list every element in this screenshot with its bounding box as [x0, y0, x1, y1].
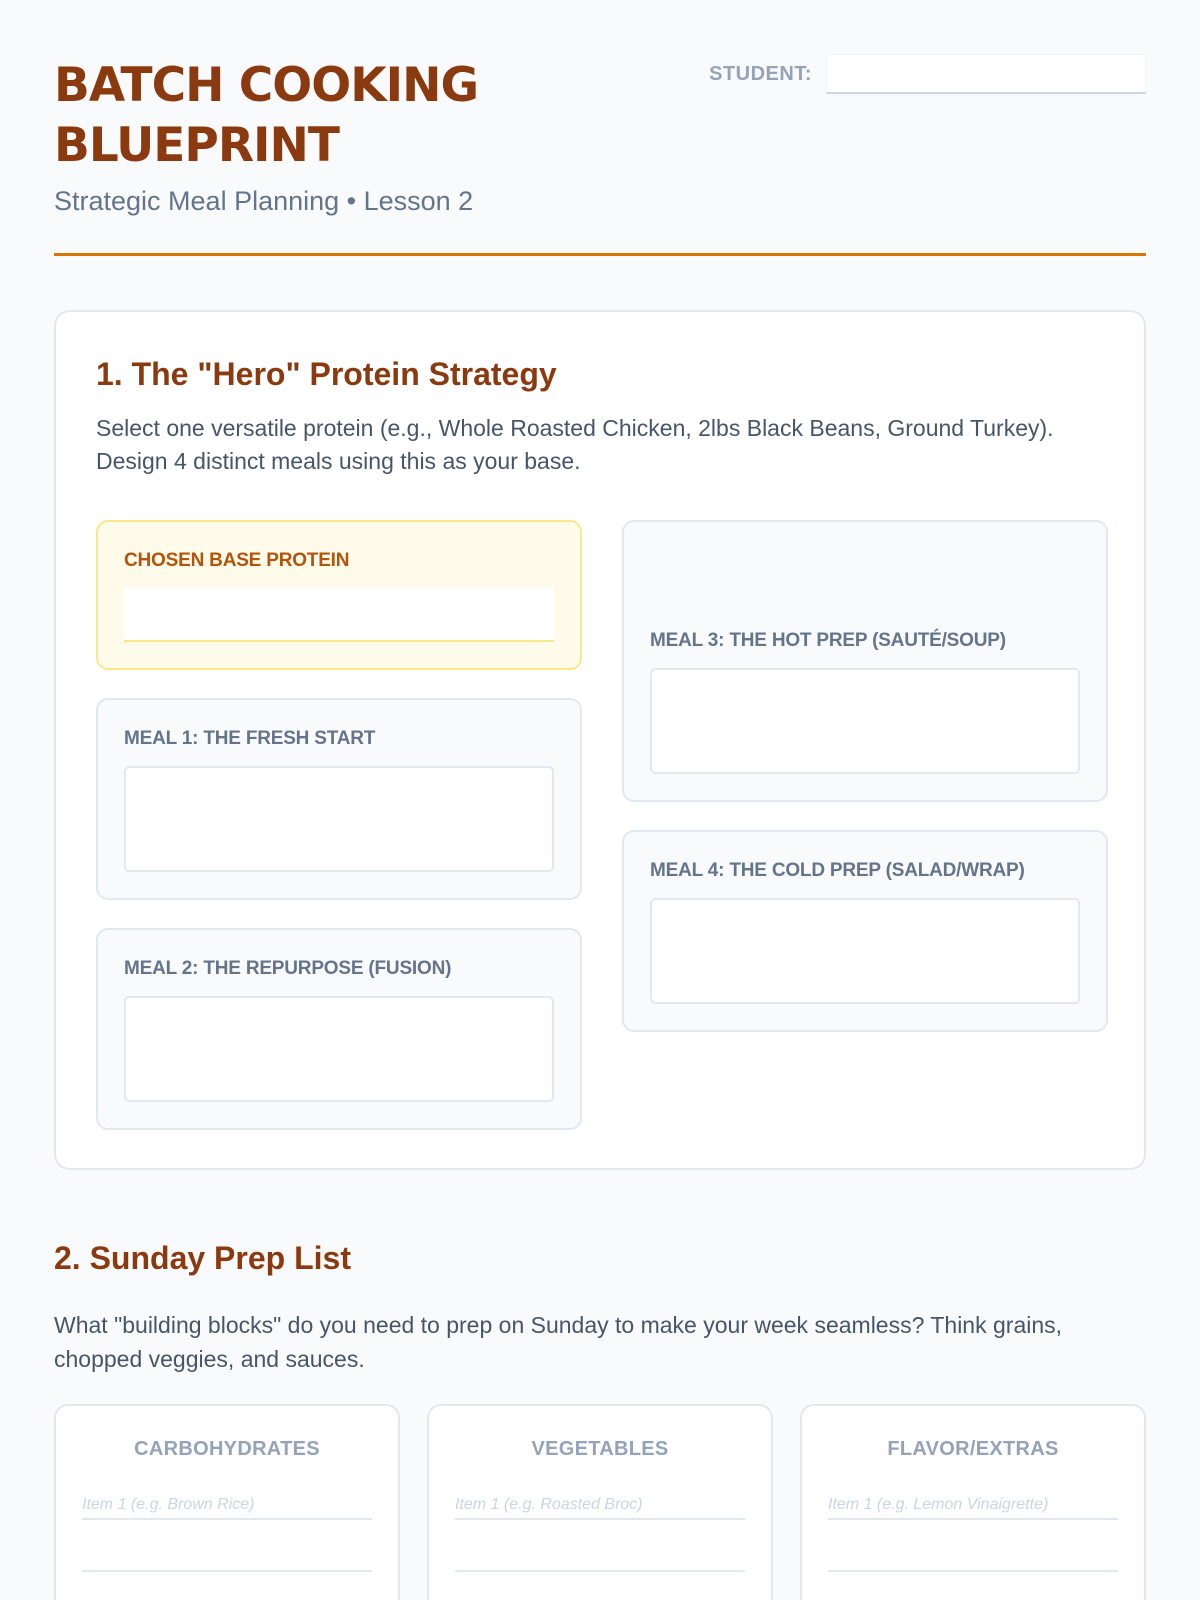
prep-item-1-placeholder[interactable]: Item 1 (e.g. Roasted Broc) [455, 1496, 643, 1513]
prep-column-carbohydrates [54, 1404, 400, 1600]
meal-3-input[interactable] [650, 668, 1080, 774]
prep-item-line [828, 1518, 1118, 1520]
meal-4-box [622, 830, 1108, 1032]
prep-item-line[interactable] [455, 1570, 745, 1572]
meal-2-box [96, 928, 582, 1130]
meal-3-box [622, 520, 1108, 802]
section2-title: 2. Sunday Prep List [54, 1240, 351, 1276]
prep-column-title: FLAVOR/EXTRAS [887, 1438, 1059, 1460]
prep-item-line [82, 1518, 372, 1520]
prep-item-1-placeholder[interactable]: Item 1 (e.g. Brown Rice) [82, 1496, 255, 1513]
chosen-protein-box [96, 520, 582, 670]
student-label: STUDENT: [709, 62, 812, 85]
header [54, 0, 1146, 256]
prep-column-vegetables [427, 1404, 773, 1600]
prep-item-line [455, 1518, 745, 1520]
meal-4-input[interactable] [650, 898, 1080, 1004]
page-subtitle: Strategic Meal Planning • Lesson 2 [54, 186, 474, 216]
meal-2-label: MEAL 2: THE REPURPOSE (FUSION) [124, 958, 452, 979]
meal-1-input[interactable] [124, 766, 554, 872]
prep-column-title: VEGETABLES [531, 1438, 669, 1460]
section1-description: Select one versatile protein (e.g., Whole Roasted Chicken, 2lbs Black Beans, Ground Turkey). Design 4 distinct meals using this as your base. [96, 415, 1054, 474]
prep-column-flavor-extras [800, 1404, 1146, 1600]
prep-item-1-placeholder[interactable]: Item 1 (e.g. Lemon Vinaigrette) [828, 1496, 1049, 1513]
student-name-input[interactable] [826, 54, 1146, 94]
prep-item-line[interactable] [828, 1570, 1118, 1572]
meal-1-box [96, 698, 582, 900]
meal-3-label: MEAL 3: THE HOT PREP (SAUTÉ/SOUP) [650, 630, 1006, 651]
section1-title: 1. The "Hero" Protein Strategy [96, 356, 557, 392]
meal-4-label: MEAL 4: THE COLD PREP (SALAD/WRAP) [650, 860, 1025, 881]
section2-description: What "building blocks" do you need to prep on Sunday to make your week seamless? Think grains, chopped veggies, and sauces. [54, 1312, 1063, 1372]
prep-item-line[interactable] [82, 1570, 372, 1572]
meal-2-input[interactable] [124, 996, 554, 1102]
prep-column-title: CARBOHYDRATES [134, 1438, 320, 1460]
page-title: BATCH COOKING BLUEPRINT [54, 58, 479, 173]
meal-1-label: MEAL 1: THE FRESH START [124, 728, 376, 749]
chosen-protein-label: CHOSEN BASE PROTEIN [124, 550, 350, 571]
chosen-protein-input[interactable] [124, 588, 554, 642]
student-field-group [709, 54, 1146, 94]
hero-protein-card [54, 310, 1146, 1170]
